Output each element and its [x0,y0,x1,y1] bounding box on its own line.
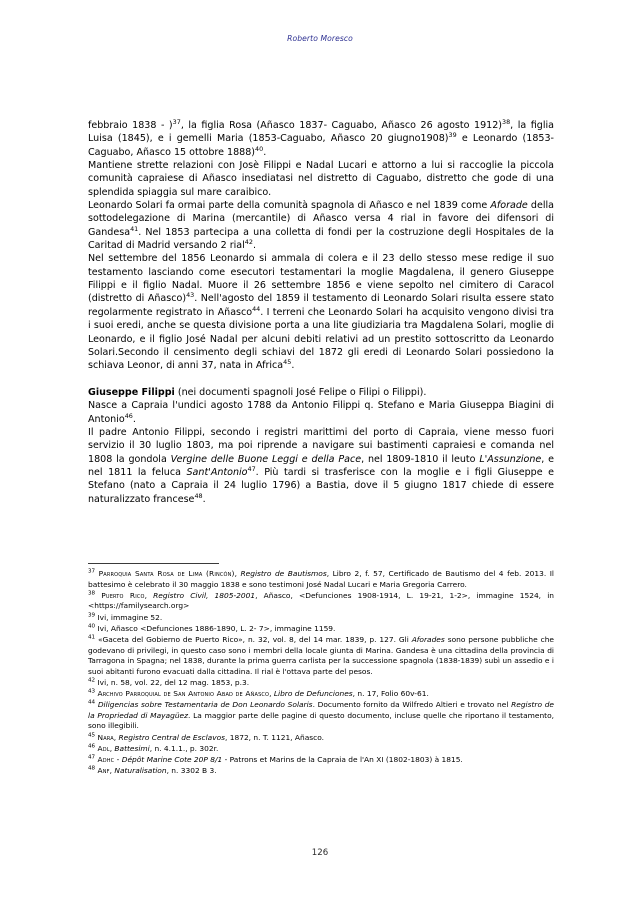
ship-name-vergine: Vergine delle Buone Leggi e della Pace [170,453,362,465]
paragraph-colera-testamento: Nel settembre del 1856 Leonardo si ammala di colera e il 23 dello stesso mese redige il suo testamento lasciando come esecutori testamentari la moglie Magdalena, il genero Giuseppe Filippi e il figlio Nadal. Muore il 26 settembre 1856 e viene sepolto nel cimitero di Caracol (distretto di Añasco)$^{43}$. Nell'agosto del 1859 il testamento di Leonardo Solari risulta essere stato regolarmente registrato in Añasco$^{44}$. I terreni che Leonardo Solari ha acquisito vengono divisi tra i suoi eredi, anche se questa divisione porta a una lite giudiziaria tra Magdalena Solari, moglie di Leonardo, e il figlio José Nadal per alcuni debiti relativi ad un prestito sottoscritto da Leonardo Solari.Secondo il censimento degli schiavi del 1872 gli eredi di Leonardo Solari possiedono la schiava Leonor, di anni 37, nata in Africa$^{45}$. [88,253,554,372]
footnote-46: $^{46}$ Adl, Battesimi, n. 4.1.1., p. 302r. [88,743,219,753]
footnote-45: $^{45}$ Nara, Registro Central de Esclavos, 1872, n. T. 1121, Añasco. [88,732,325,742]
footnote-number-46: 46 [88,743,96,750]
paragraph-leonardo-aforade: Leonardo Solari fa ormai parte della comunità spagnola di Añasco e nel 1839 come Aforade della sottodelegazione di Marina (mercantile) di Añasco versa 4 rial in favore dei difensori di Gandesa$^{41}$. Nel 1853 partecipa a una colletta di fondi per la costruzione degli Hospitales de la Caritad di Madrid versando 2 rial$^{42}$. [88,200,554,252]
paragraph-nasce-capraia: Nasce a Capraia l'undici agosto 1788 da Antonio Filippi q. Stefano e Maria Giuseppa Biagini di Antonio$^{46}$. [88,400,554,425]
footnote-number-44: 44 [88,699,96,706]
footnote-ref-42[interactable]: 42 [244,237,253,246]
footnote-ref-38[interactable]: 38 [502,117,511,126]
footnote-number-47: 47 [88,754,96,761]
paragraph-giuseppe-filippi-heading: Giuseppe Filippi (nei documenti spagnoli José Felipe o Filipi o Filippi). [88,386,427,398]
ship-name-assunzione: L'Assunzione [479,453,542,465]
body-text-block [88,119,554,506]
footnote-ref-37[interactable]: 37 [172,117,181,126]
footnote-44: $^{44}$ Diligencias sobre Testamentaria de Don Leonardo Solaris. Documento fornito da Wilfredo Altieri e trovato nel Registro de la Propriedad di Mayagüez. La maggior parte delle pagine di questo documento, incluse quelle che riportano il testamento, sono illegibili. [88,699,554,731]
footnote-42: $^{42}$ Ivi, n. 58, vol. 22, del 12 mag. 1853, p.3. [88,677,250,687]
paragraph-padre-antonio: Il padre Antonio Filippi, secondo i registri marittimi del porto di Capraia, viene messo fuori servizio il 30 luglio 1803, ma poi riprende a navigare sui bastimenti capraiesi e comanda nel 1808 la gondola Vergine delle Buone Leggi e della Pace, nel 1809-1810 il leuto L'Assunzione, e nel 1811 la feluca Sant'Antonio$^{47}$. Più tardi si trasferisce con la moglie e i figli Giuseppe e Stefano (nato a Capraia il 24 luglio 1796) a Bastia, dove il 5 giugno 1817 chiede di essere naturalizzato francese$^{48}$. [88,426,554,505]
footnote-separator-rule [88,563,219,564]
person-name-giuseppe-filippi: Giuseppe Filippi [88,386,175,398]
footnote-39: $^{39}$ Ivi, immagine 52. [88,612,163,622]
footnote-number-41: 41 [88,634,96,641]
footnote-number-42: 42 [88,677,96,684]
footnote-40: $^{40}$ Ivi, Añasco <Defunciones 1886-1890, L. 2- 7>, immagine 1159. [88,623,336,633]
footnote-number-39: 39 [88,612,96,619]
footnote-ref-41[interactable]: 41 [130,224,139,233]
footnote-ref-47[interactable]: 47 [247,464,256,473]
footnote-ref-39[interactable]: 39 [448,131,457,140]
archive-name: Puerto Rico [101,590,145,600]
archive-name: Adl [97,743,110,753]
footnote-37: $^{37}$ Parroquia Santa Rosa de Lima (Rincón), Registro de Bautismos, Libro 2, f. 57, Certificado de Bautismo del 4 feb. 2013. Il battesimo è celebrato il 30 maggio 1838 e sono testimoni José Nadal Lucari e Maria Gregoria Carrero. [88,568,554,589]
footnote-ref-43[interactable]: 43 [186,291,195,300]
footnote-48: $^{48}$ Anf, Naturalisation, n. 3302 B 3. [88,765,217,776]
archive-name: Nara [97,732,114,742]
footnotes-block [88,569,554,777]
footnote-ref-40[interactable]: 40 [255,144,264,153]
archive-name: Parroquia Santa Rosa de Lima [98,569,203,578]
footnote-number-38: 38 [88,590,96,597]
footnote-38: $^{38}$ Puerto Rico, Registro Civil, 1805-2001, Añasco, <Defunciones 1908-1914, L. 19-21, 1-2>, immagine 1524, in <https://familysearch.org> [88,590,554,611]
ship-name-santantonio: Sant'Antonio [186,466,248,478]
paragraph-rosa-luisa-gemelli: febbraio 1838 - )$^{37}$, la figlia Rosa (Añasco 1837- Caguabo, Añasco 26 agosto 1912)$^{38}$, la figlia Luisa (1845), e i gemelli Maria (1853-Caguabo, Añasco 20 giugno1908)$^{39}$ e Leonardo (1853- Caguabo, Añasco 15 ottobre 1888)$^{40}$. [88,117,555,158]
archive-name: Adhc [97,755,115,765]
archive-name: Archivo Parroquial de San Antonio Abad de Añasco [97,689,270,699]
archive-location: (Rincón) [206,569,235,578]
footnote-number-45: 45 [88,732,96,739]
paragraph-mantiene-relazioni: Mantiene strette relazioni con Josè Filippi e Nadal Lucari e attorno a lui si raccoglie la piccola comunità capraiese di Añasco insediatasi nel distretto di Caguabo, distretto che gode di una splendida spiaggia sul mare caraibico. [88,160,554,198]
footnote-41: $^{41}$ «Gaceta del Gobierno de Puerto Rico», n. 32, vol. 8, del 14 mar. 1839, p. 127. Gli Aforades sono persone pubbliche che godevano di privilegi, in questo caso sono i membri della locale giunta di Marina. Gandesa è una cittadina della provincia di Tarragona in Spagna; nel 1838, durante la prima guerra carlista per la successione spagnola (1838-1839) subì un assedio e i suoi abitanti furono evacuati dalla cittadina. Il rial è l'ottava parte del pesos. [88,634,554,676]
footnote-ref-45[interactable]: 45 [283,358,292,367]
page-number: 126 [311,848,329,858]
footnote-ref-44[interactable]: 44 [252,304,261,313]
footnote-ref-48[interactable]: 48 [194,491,203,500]
footnote-number-37: 37 [88,568,96,575]
footnote-number-48: 48 [88,765,96,772]
footnote-47: $^{47}$ Adhc - Dépôt Marine Cote 20P 8/1 - Patrons et Marins de la Capraia de l'An XI (1802-1803) à 1815. [88,754,463,765]
archive-name: Anf [97,766,110,776]
footnote-43: $^{43}$ Archivo Parroquial de San Antonio Abad de Añasco, Libro de Defunciones, n. 17, Folio 60v-61. [88,688,429,699]
footnote-ref-46[interactable]: 46 [124,411,133,420]
term-aforade: Aforade [490,200,528,212]
running-head: Roberto Moresco [287,34,353,43]
footnote-number-40: 40 [88,623,96,630]
footnote-number-43: 43 [88,688,96,695]
